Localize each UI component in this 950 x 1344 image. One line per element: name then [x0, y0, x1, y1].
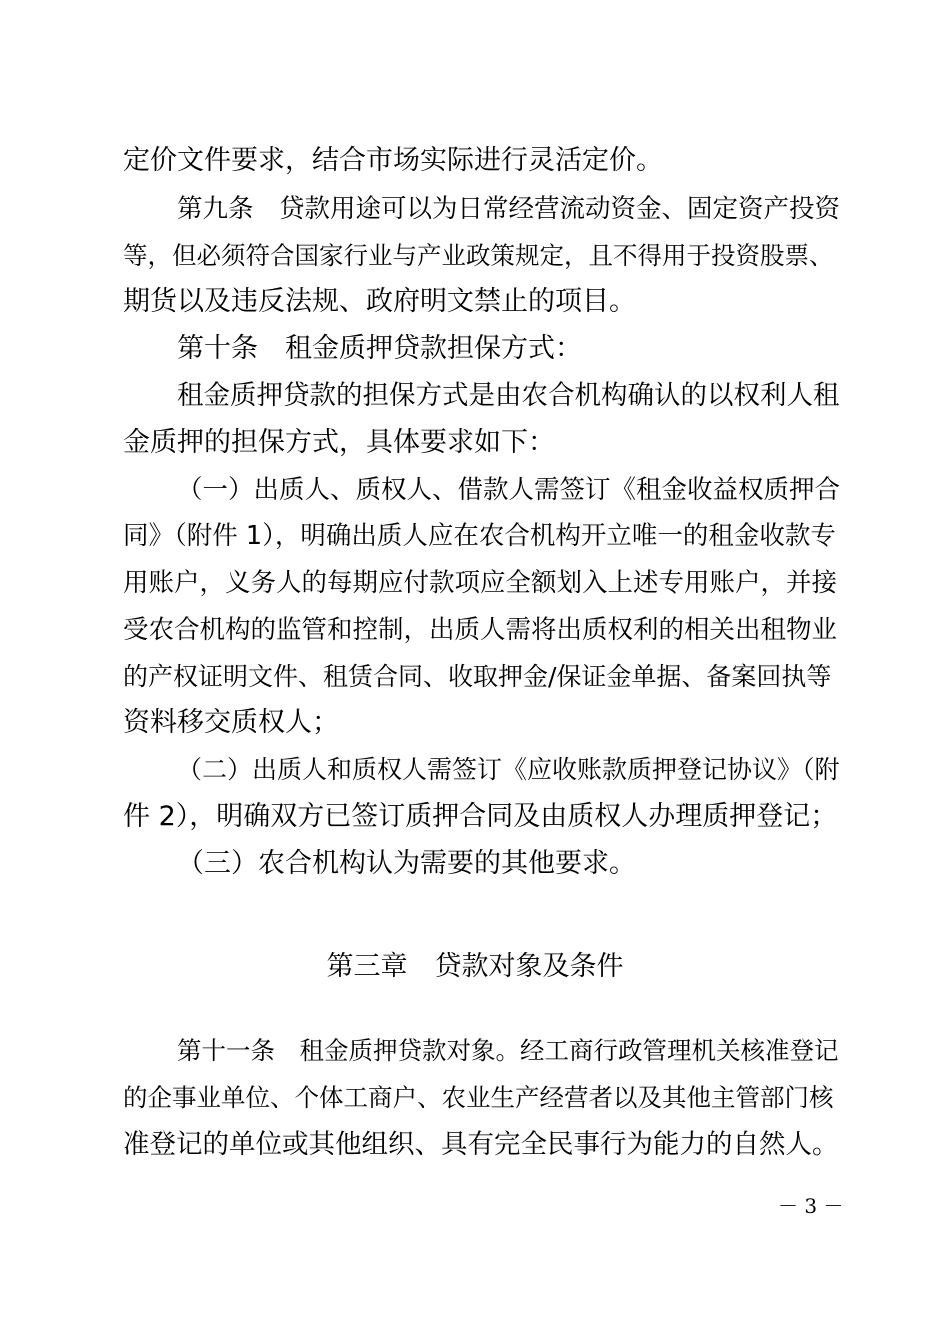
- paragraph-line: 定价文件要求，结合市场实际进行灵活定价。: [123, 145, 663, 176]
- paragraph-line: （三）农合机构认为需要的其他要求。: [177, 848, 636, 879]
- page-number: － 3 －: [778, 1194, 844, 1218]
- paragraph-line: 资料移交质权人；: [123, 707, 339, 738]
- paragraph-line: 租金质押贷款的担保方式是由农合机构确认的以权利人租: [177, 380, 840, 411]
- paragraph-line: 受农合机构的监管和控制，出质人需将出质权利的相关出租物业: [123, 615, 838, 645]
- paragraph-line: 同》（附件 1），明确出质人应在农合机构开立唯一的租金收款专: [123, 521, 836, 551]
- paragraph-line: 第十条 租金质押贷款担保方式：: [177, 333, 582, 364]
- chapter-title: 第三章 贷款对象及条件: [326, 951, 624, 982]
- paragraph-line: （一）出质人、质权人、借款人需签订《租金收益权质押合: [177, 475, 841, 505]
- paragraph-line: 期货以及违反法规、政府明文禁止的项目。: [123, 286, 636, 317]
- paragraph-line: 第九条 贷款用途可以为日常经营流动资金、固定资产投资: [177, 194, 841, 224]
- paragraph-line: 金质押的担保方式，具体要求如下：: [123, 427, 555, 458]
- paragraph-line: 等，但必须符合国家行业与产业政策规定，且不得用于投资股票、: [123, 241, 834, 270]
- paragraph-line: 的产权证明文件、租赁合同、收取押金/保证金单据、备案回执等: [123, 662, 832, 691]
- paragraph-line: 第十一条 租金质押贷款对象。经工商行政管理机关核准登记: [177, 1036, 839, 1065]
- paragraph-line: 的企事业单位、个体工商户、农业生产经营者以及其他主管部门核: [123, 1083, 834, 1112]
- paragraph-line: 件 2），明确双方已签订质押合同及由质权人办理质押登记；: [123, 801, 838, 832]
- paragraph-line: 准登记的单位或其他组织、具有完全民事行为能力的自然人。: [123, 1129, 839, 1160]
- paragraph-line: （二）出质人和质权人需签订《应收账款质押登记协议》（附: [177, 755, 840, 784]
- paragraph-line: 用账户，义务人的每期应付款项应全额划入上述专用账户，并接: [123, 568, 838, 598]
